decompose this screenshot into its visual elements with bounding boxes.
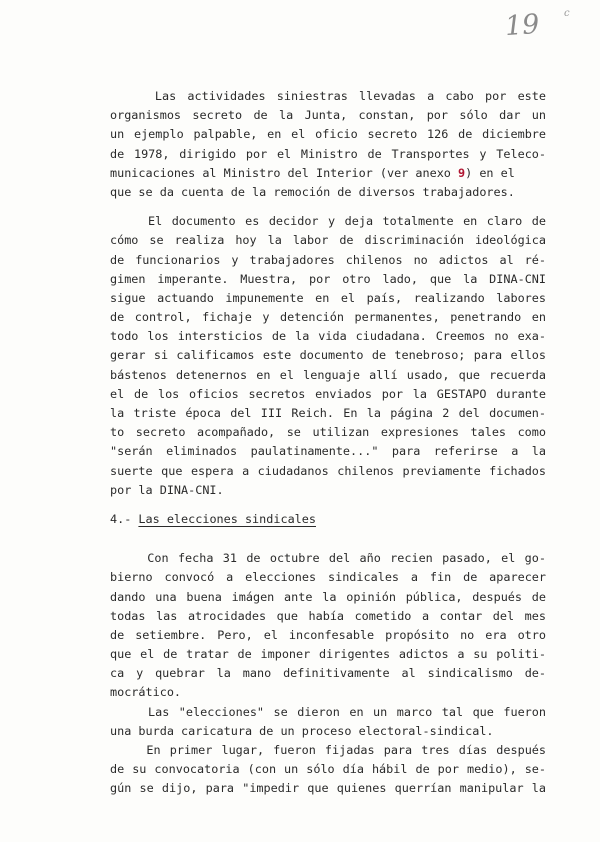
text-line: de setiembre. Pero, el inconfesable propósito no era otro [110, 627, 546, 642]
text-line: gimen imperante. Muestra, por otro lado, que la DINA-CNI [110, 271, 546, 286]
section-title: Las elecciones sindicales [138, 511, 316, 526]
text-line: bierno convocó a elecciones sindicales a fin de aparecer [110, 570, 546, 585]
annex-number: 9 [458, 165, 466, 180]
text-line: organismos secreto de la Junta, constan, por sólo dar un [110, 108, 546, 123]
text-line: la triste época del III Reich. En la página 2 del documen- [110, 406, 546, 420]
text-line: todo los intersticios de la vida ciudadana. Creemos no exa- [110, 329, 546, 344]
paragraph-elections [110, 703, 546, 741]
paragraph-activities [110, 87, 546, 202]
text-line: que el de tratar de imponer dirigentes adictos a su politi- [110, 647, 546, 662]
typewritten-body [110, 87, 546, 799]
paragraph-first-place [110, 741, 546, 799]
section-number: 4.- [110, 511, 139, 526]
text-line: Las "elecciones" se dieron en un marco tal que fueron [110, 704, 546, 719]
text-line: gerar si calificamos este documento de tenebroso; para ellos [110, 348, 546, 363]
section-heading [110, 510, 546, 529]
text-line: por la DINA-CNI. [110, 482, 224, 497]
text-line: de control, fichaje y detención permanentes, penetrando en [110, 310, 546, 325]
text-line: gún se dijo, para "impedir que quienes querrían manipular la [110, 781, 546, 796]
text-line: Con fecha 31 de octubre del año recien pasado, el go- [110, 551, 546, 566]
text-line: de funcionarios y trabajadores chilenos no adictos al ré- [110, 252, 546, 267]
text-line: bástenos detenernos en el lenguaje allí usado, que recuerda [110, 367, 546, 382]
text-line: dando una buena imágen ante la opinión pública, después de [110, 589, 546, 604]
text-line: cómo se realiza hoy la labor de discriminación ideológica [110, 233, 546, 248]
text-line: ca y quebrar la mano definitivamente al sindicalismo de- [110, 666, 546, 681]
paragraph-document [110, 212, 546, 500]
text-line: sigue actuando impunemente en el país, realizando labores [110, 290, 546, 305]
text-line: que se da cuenta de la remoción de diversos trabajadores. [110, 184, 515, 199]
text-line: una burda caricatura de un proceso electoral-sindical. [110, 723, 494, 738]
text-line: un ejemplo palpable, en el oficio secreto 126 de diciembre [110, 127, 546, 142]
text-line: el de los oficios secretos enviados por la GESTAPO durante [110, 386, 546, 401]
text-line: "serán eliminados paulatinamente..." para referirse a la [110, 444, 546, 459]
text-line-annex [110, 164, 546, 183]
text-line: suerte que espera a ciudadanos chilenos previamente fichados [110, 463, 546, 478]
text-line: de 1978, dirigido por el Ministro de Transportes y Teleco- [110, 146, 546, 161]
text-segment: ) en el [465, 165, 515, 180]
folio-number: 19 [503, 8, 541, 43]
paragraph-convocation [110, 549, 546, 703]
text-line: Las actividades siniestras llevadas a cabo por este [110, 89, 546, 103]
text-line: todas las atrocidades que había cometido a contar del mes [110, 608, 546, 623]
text-line: to secreto acompañado, se utilizan expresiones tales como [110, 425, 546, 440]
text-line: El documento es decidor y deja totalmente en claro de [110, 214, 546, 229]
text-line: de su convocatoria (con un sólo día hábil de por medio), se- [110, 762, 546, 777]
folio-mark: c [564, 8, 570, 19]
text-line: En primer lugar, fueron fijadas para tres días después [110, 743, 546, 757]
text-segment: municaciones al Ministro del Interior (ver anexo [110, 165, 459, 180]
text-line: mocrático. [110, 685, 182, 700]
